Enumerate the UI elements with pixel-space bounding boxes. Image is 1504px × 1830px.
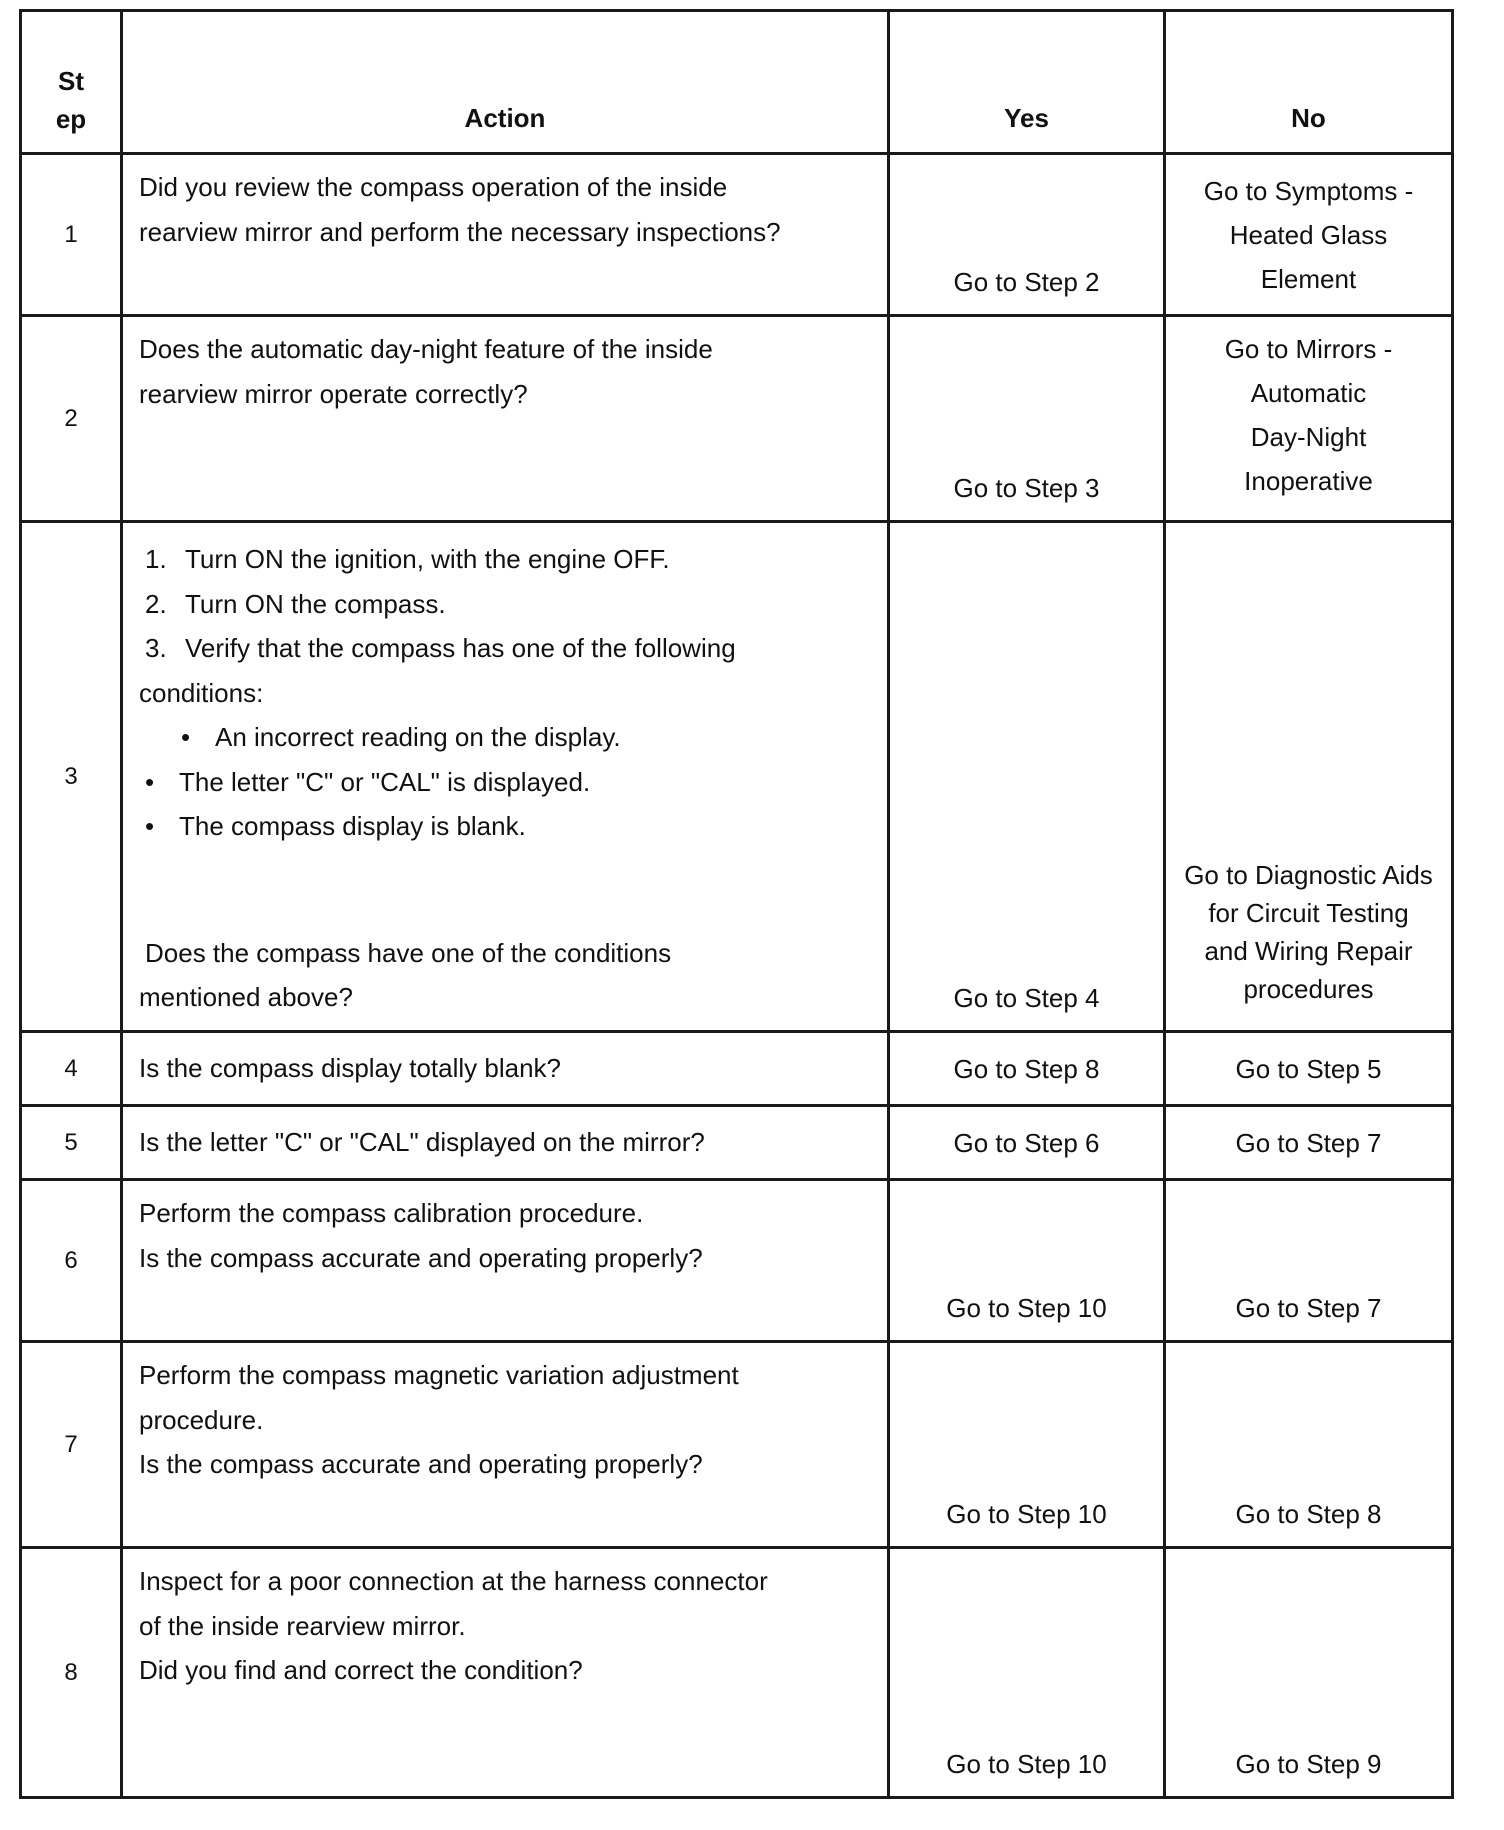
bullet-marker: • [145,811,155,841]
bullet-text: The compass display is blank. [179,811,526,841]
step-number: 3 [21,522,122,1032]
no-line: Go to Symptoms - [1203,176,1414,206]
yes-cell: Go to Step 10 [889,1548,1165,1798]
bullet-marker: • [181,722,191,752]
diagnostic-table [19,9,1454,1799]
step-number: 4 [21,1032,122,1106]
no-cell [1165,316,1453,522]
action-cell [122,316,889,522]
no-line: Go to Diagnostic Aids [1184,860,1433,890]
header-yes: Yes [889,11,1165,154]
action-line: Does the automatic day-night feature of the inside [139,334,713,364]
action-cell [122,1180,889,1342]
list-marker: 3. [145,633,167,663]
action-cell: Is the letter "C" or "CAL" displayed on the mirror? [122,1106,889,1180]
list-marker: 1. [145,544,167,574]
bullet-text: The letter "C" or "CAL" is displayed. [179,766,591,797]
header-action: Action [122,11,889,154]
table-row [21,1342,1453,1548]
question-line: mentioned above? [139,982,353,1012]
step-number: 2 [21,316,122,522]
table-row [21,316,1453,522]
no-line: Automatic [1250,378,1367,408]
no-line: Element [1260,264,1357,294]
no-cell [1165,522,1453,1032]
table-row [21,154,1453,316]
action-line: procedure. [139,1404,264,1435]
header-no: No [1165,11,1453,154]
no-line: and Wiring Repair [1204,936,1413,966]
no-cell [1165,154,1453,316]
step-number: 5 [21,1106,122,1180]
no-cell: Go to Step 9 [1165,1548,1453,1798]
step-number: 6 [21,1180,122,1342]
table-row [21,1106,1453,1180]
action-cell [122,1548,889,1798]
bullet-item [139,760,871,805]
bullet-marker: • [145,766,155,797]
spacer [139,849,871,931]
yes-cell: Go to Step 10 [889,1180,1165,1342]
bullet-item [139,715,871,760]
yes-cell: Go to Step 2 [889,154,1165,316]
step-number: 1 [21,154,122,316]
action-line: Did you review the compass operation of the inside [139,172,728,202]
action-cell: Is the compass display totally blank? [122,1032,889,1106]
action-line: Is the compass accurate and operating properly? [139,1242,703,1273]
list-text: Verify that the compass has one of the following [185,633,736,663]
action-cell [122,1342,889,1548]
table-row [21,1548,1453,1798]
action-line: Did you find and correct the condition? [139,1655,583,1685]
header-step-line-2: ep [55,104,87,134]
yes-cell: Go to Step 8 [889,1032,1165,1106]
step-number: 8 [21,1548,122,1798]
action-cell [122,154,889,316]
list-text: Turn ON the ignition, with the engine OFF. [185,544,670,574]
no-cell: Go to Step 7 [1165,1106,1453,1180]
action-line: Is the compass accurate and operating properly? [139,1449,703,1479]
yes-cell: Go to Step 6 [889,1106,1165,1180]
header-step-line-1: St [58,66,84,96]
list-marker: 2. [145,588,167,619]
list-text: Turn ON the compass. [185,588,446,619]
action-line: Perform the compass calibration procedure. [139,1198,644,1228]
table-row [21,1032,1453,1106]
action-line: conditions: [139,677,264,708]
yes-cell: Go to Step 10 [889,1342,1165,1548]
no-line: for Circuit Testing [1208,898,1409,928]
no-line: Day-Night [1250,422,1367,452]
no-line: procedures [1243,974,1374,1004]
no-line: Inoperative [1244,466,1373,496]
bullet-text: An incorrect reading on the display. [215,722,621,752]
no-cell: Go to Step 5 [1165,1032,1453,1106]
question-line: Does the compass have one of the conditions [145,937,672,968]
table-row [21,522,1453,1032]
action-cell [122,522,889,1032]
action-line: Perform the compass magnetic variation adjustment [139,1360,739,1390]
bullet-item [139,804,871,849]
header-row [21,11,1453,154]
table-row [21,1180,1453,1342]
no-cell: Go to Step 7 [1165,1180,1453,1342]
step-number: 7 [21,1342,122,1548]
action-list-item [139,537,871,582]
no-cell: Go to Step 8 [1165,1342,1453,1548]
action-line: rearview mirror and perform the necessary inspections? [139,216,781,247]
action-line: of the inside rearview mirror. [139,1610,466,1641]
action-list-item [139,582,871,627]
action-list-item [139,626,871,671]
yes-cell: Go to Step 3 [889,316,1165,522]
action-line: Inspect for a poor connection at the harness connector [139,1566,768,1596]
yes-cell: Go to Step 4 [889,522,1165,1032]
no-line: Go to Mirrors - [1224,334,1393,364]
action-line: rearview mirror operate correctly? [139,378,528,409]
header-step [21,11,122,154]
no-line: Heated Glass [1229,220,1388,250]
